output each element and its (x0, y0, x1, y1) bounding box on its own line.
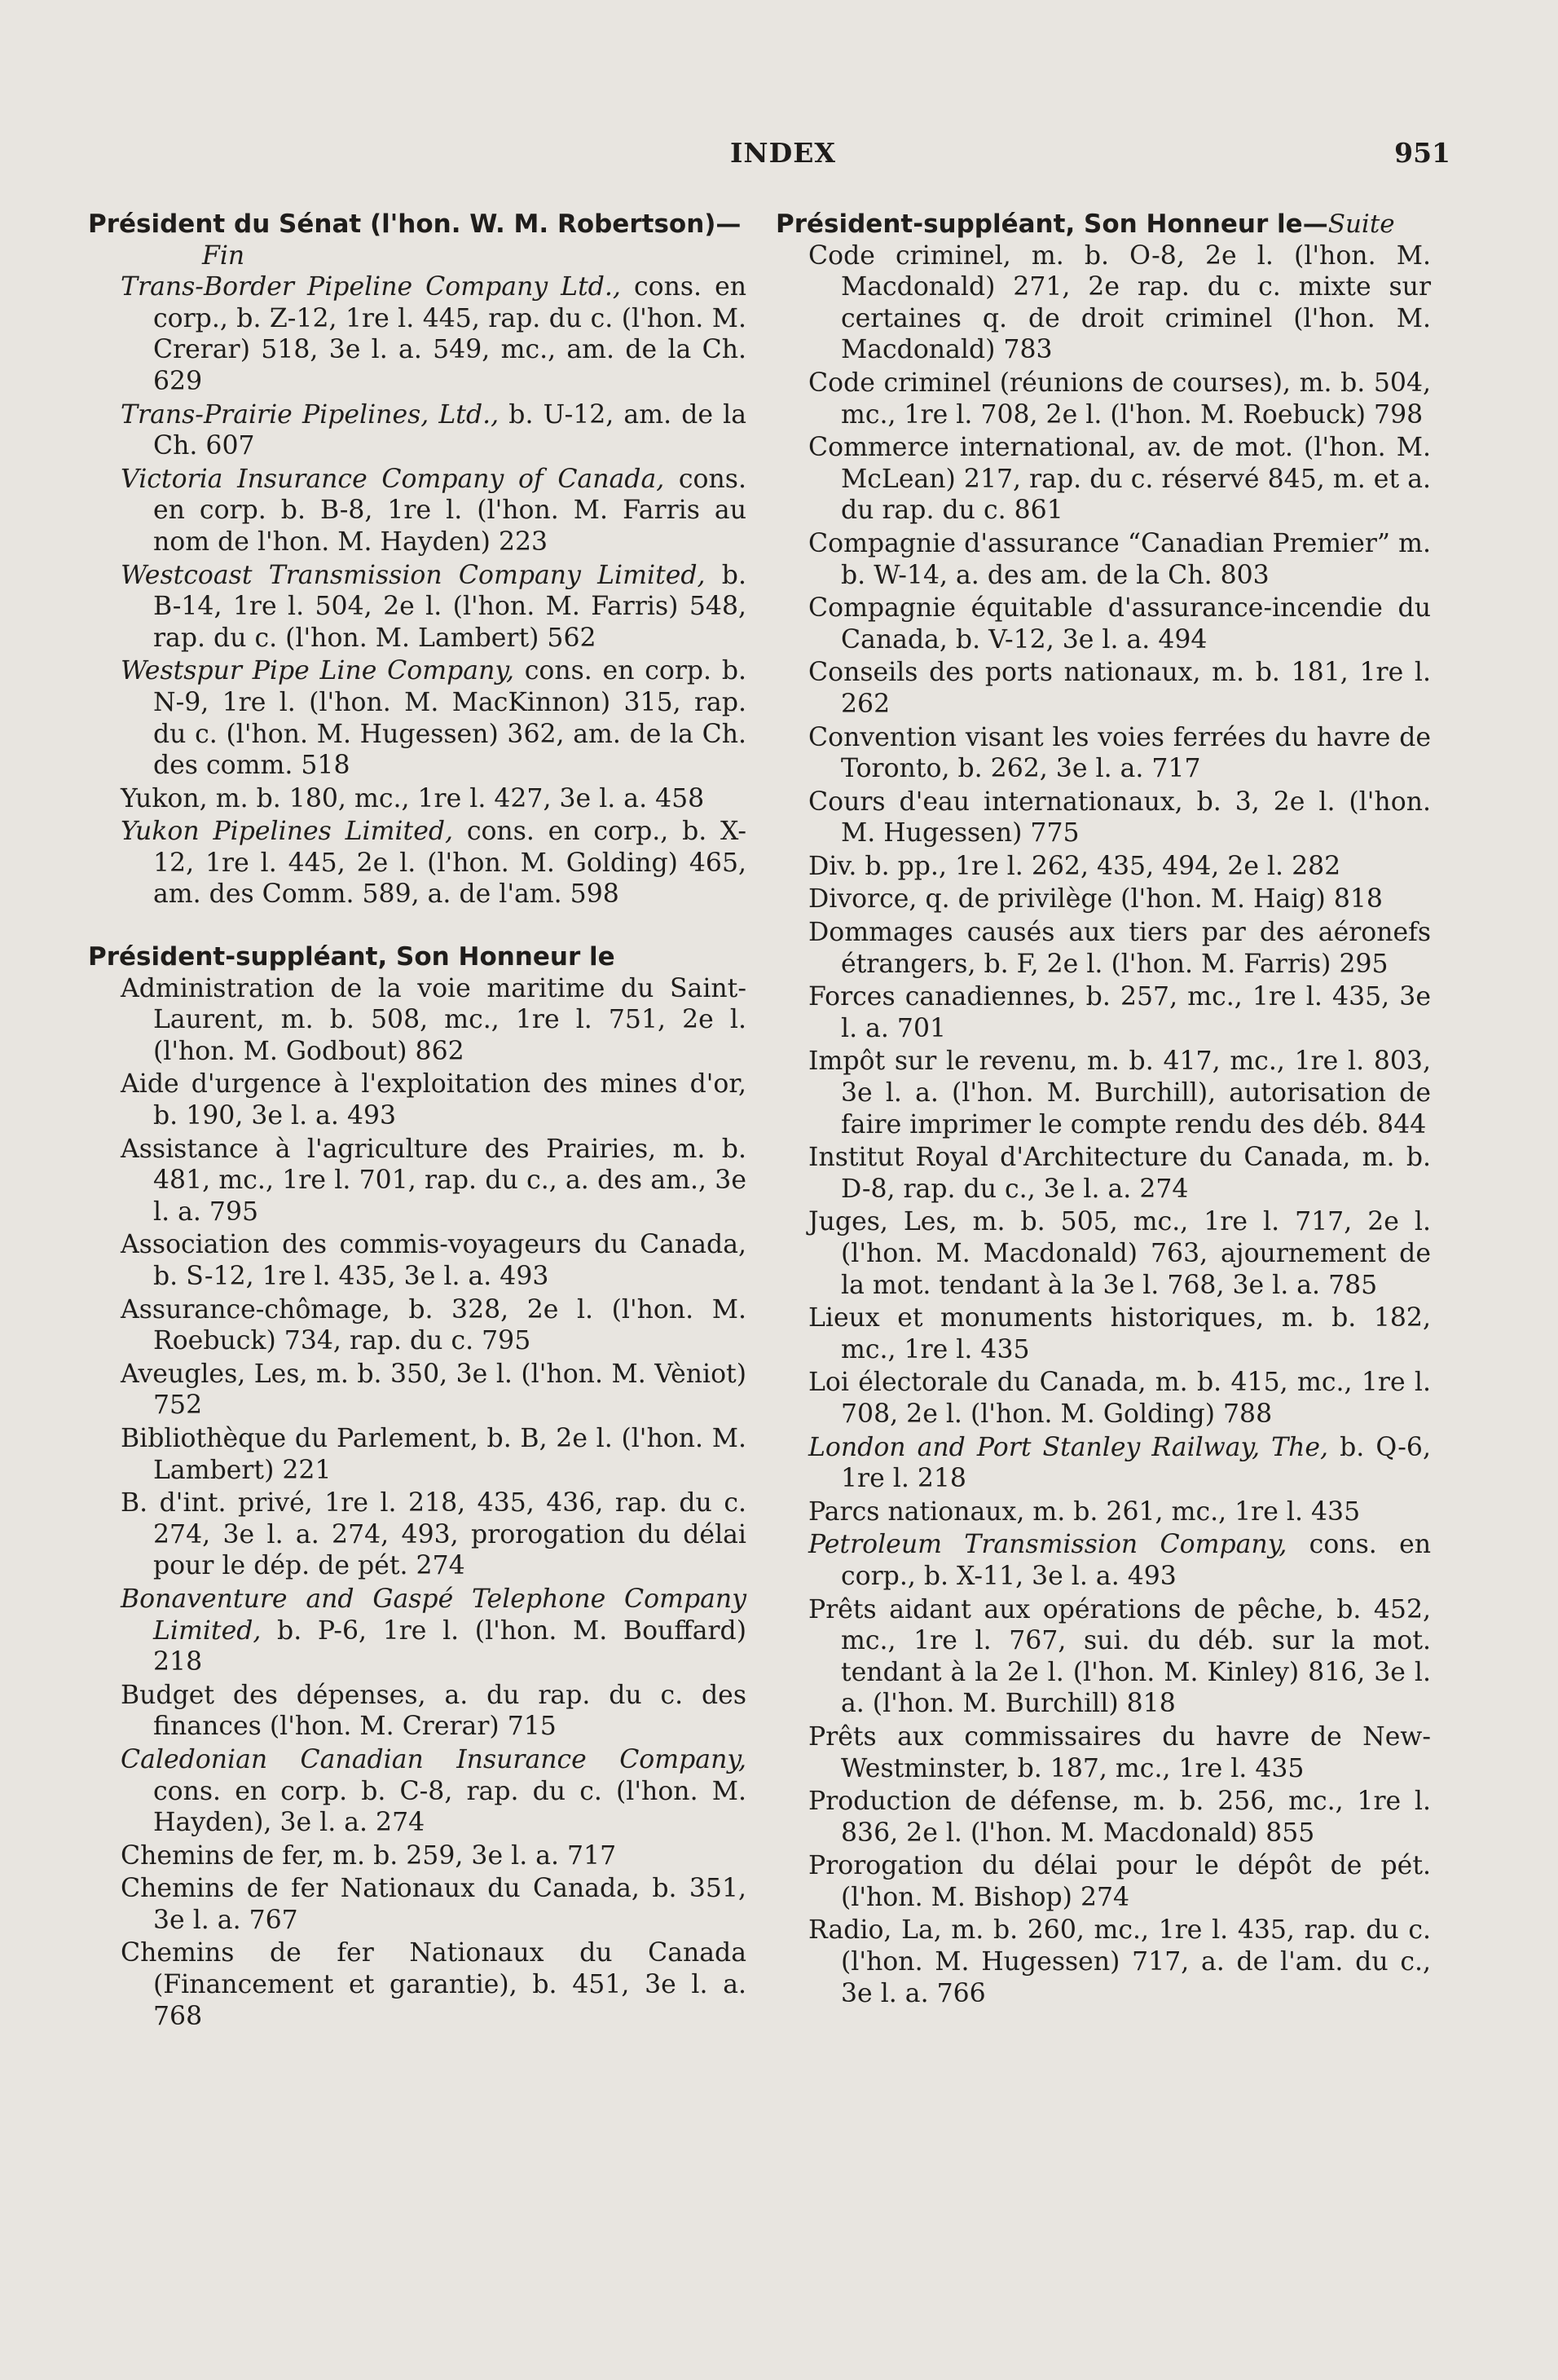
heading-continuation: Fin (202, 240, 245, 271)
entry-text: Divorce, q. de privilège (l'hon. M. Haig) 818 (808, 884, 1383, 915)
index-entry (88, 560, 746, 654)
entry-list (776, 240, 1431, 2010)
section-gap (88, 912, 746, 941)
index-entry (776, 1850, 1431, 1913)
page-number: 951 (1394, 137, 1450, 169)
entry-text: cons. en corp., b. X-12, 1re l. 445, 2e l. (l'hon. M. Golding) 465, am. des Comm. 589, a. de l'am. 598 (153, 817, 746, 910)
entry-text: Administration de la voie maritime du Saint-Laurent, m. b. 508, mc., 1re l. 751, 2e l. (l'hon. M. Godbout) 862 (121, 973, 746, 1066)
section-heading (88, 941, 746, 973)
index-entry (776, 1721, 1431, 1784)
heading-text: Président du Sénat (l'hon. W. M. Robertson)— (88, 209, 742, 239)
index-entry (88, 1488, 746, 1582)
entry-text: B. d'int. privé, 1re l. 218, 435, 436, rap. du c. 274, 3e l. a. 274, 493, prorogation du délai pour le dép. de pét. 274 (121, 1488, 746, 1581)
entry-text: Commerce international, av. de mot. (l'hon. M. McLean) 217, rap. du c. réservé 845, m. et a. du rap. du c. 861 (808, 433, 1431, 526)
entry-text: Chemins de fer Nationaux du Canada, b. 351, 3e l. a. 767 (121, 1874, 746, 1935)
right-column (776, 209, 1431, 2011)
index-entry (776, 1786, 1431, 1849)
entry-text: cons. en corp., b. Z-12, 1re l. 445, rap. du c. (l'hon. M. Crerar) 518, 3e l. a. 549, mc., am. de la Ch. 629 (153, 272, 747, 396)
running-title: INDEX (730, 137, 836, 169)
entry-title: Petroleum Transmission Company, (808, 1530, 1287, 1560)
entry-text: Aide d'urgence à l'exploitation des mines d'or, b. 190, 3e l. a. 493 (121, 1069, 746, 1131)
index-entry (776, 368, 1431, 430)
index-entry (776, 240, 1431, 366)
entry-text: Assurance-chômage, b. 328, 2e l. (l'hon. M. Roebuck) 734, rap. du c. 795 (121, 1294, 746, 1356)
index-entry (88, 1423, 746, 1486)
left-column (88, 209, 746, 2034)
entry-list (88, 973, 746, 2033)
index-entry (88, 1294, 746, 1357)
entry-text: Radio, La, m. b. 260, mc., 1re l. 435, rap. du c. (l'hon. M. Hugessen) 717, a. de l'am. du c., 3e l. a. 766 (808, 1915, 1431, 2008)
section-heading (88, 209, 746, 240)
entry-text: Code criminel (réunions de courses), m. b. 504, mc., 1re l. 708, 2e l. (l'hon. M. Roebuck) 798 (808, 368, 1431, 430)
index-entry (776, 1367, 1431, 1430)
index-entry (88, 1359, 746, 1421)
entry-text: Code criminel, m. b. O-8, 2e l. (l'hon. M. Macdonald) 271, 2e rap. du c. mixte sur certaines q. de droit criminel (l'hon. M. Macdonald) 783 (808, 240, 1431, 365)
entry-text: Loi électorale du Canada, m. b. 415, mc., 1re l. 708, 2e l. (l'hon. M. Golding) 788 (808, 1368, 1431, 1429)
heading-continuation: Suite (1327, 209, 1395, 239)
index-entry (88, 1584, 746, 1678)
index-entry (88, 464, 746, 558)
index-entry (88, 271, 746, 397)
entry-text: Chemins de fer, m. b. 259, 3e l. a. 717 (121, 1840, 617, 1871)
entry-text: Compagnie équitable d'assurance-incendie du Canada, b. V-12, 3e l. a. 494 (808, 593, 1431, 654)
index-entry (776, 1046, 1431, 1140)
index-entry (776, 1529, 1431, 1592)
entry-title: Yukon Pipelines Limited, (121, 817, 454, 847)
entry-text: Association des commis-voyageurs du Canada, b. S-12, 1re l. 435, 3e l. a. 493 (121, 1230, 746, 1291)
index-entry (88, 399, 746, 462)
index-entry (776, 722, 1431, 785)
entry-title: Trans-Border Pipeline Company Ltd., (121, 272, 621, 302)
index-entry (776, 884, 1431, 915)
entry-text: Forces canadiennes, b. 257, mc., 1re l. 435, 3e l. a. 701 (808, 982, 1431, 1043)
index-entry (776, 593, 1431, 655)
index-entry (88, 1134, 746, 1228)
entry-text: Div. b. pp., 1re l. 262, 435, 494, 2e l. 282 (808, 851, 1341, 881)
index-entry (88, 655, 746, 781)
heading-text: Président-suppléant, Son Honneur le— (776, 209, 1328, 239)
index-entry (776, 1496, 1431, 1528)
entry-text: Cours d'eau internationaux, b. 3, 2e l. (l'hon. M. Hugessen) 775 (808, 787, 1431, 848)
index-entry (776, 981, 1431, 1044)
index-entry (776, 528, 1431, 591)
entry-list (88, 271, 746, 910)
index-entry (776, 917, 1431, 980)
index-entry (88, 1744, 746, 1839)
entry-text: Compagnie d'assurance “Canadian Premier” m. b. W-14, a. des am. de la Ch. 803 (808, 528, 1431, 590)
entry-text: Convention visant les voies ferrées du havre de Toronto, b. 262, 3e l. a. 717 (808, 722, 1431, 784)
entry-text: cons. en corp. b. C-8, rap. du c. (l'hon. M. Hayden), 3e l. a. 274 (153, 1776, 746, 1838)
entry-text: b. Q-6, 1re l. 218 (841, 1432, 1431, 1494)
entry-title: Bonaventure and Gaspé Telephone Company Limited, (121, 1584, 746, 1646)
index-entry (776, 1302, 1431, 1365)
index-entry (776, 1594, 1431, 1720)
index-entry (776, 851, 1431, 883)
index-entry (776, 432, 1431, 527)
entry-title: London and Port Stanley Railway, The, (808, 1432, 1329, 1462)
entry-text: cons. en corp. b. B-8, 1re l. (l'hon. M. Farris au nom de l'hon. M. Hayden) 223 (153, 464, 746, 557)
index-entry (88, 816, 746, 910)
index-entry (88, 1937, 746, 2032)
entry-text: Impôt sur le revenu, m. b. 417, mc., 1re l. 803, 3e l. a. (l'hon. M. Burchill), autorisation de faire imprimer le compte rendu des déb. 844 (808, 1047, 1431, 1139)
section-heading (776, 209, 1431, 240)
entry-text: Lieux et monuments historiques, m. b. 182, mc., 1re l. 435 (808, 1303, 1431, 1364)
index-entry (776, 657, 1431, 720)
index-entry (88, 973, 746, 1068)
entry-text: Prêts aidant aux opérations de pêche, b. 452, mc., 1re l. 767, sui. du déb. sur la mot. tendant à la 2e l. (l'hon. M. Kinley) 816, 3e l. a. (l'hon. M. Burchill) 818 (808, 1594, 1431, 1719)
index-entry (88, 783, 746, 815)
entry-text: Institut Royal d'Architecture du Canada, m. b. D-8, rap. du c., 3e l. a. 274 (808, 1143, 1431, 1204)
heading-text: Président-suppléant, Son Honneur le (88, 942, 615, 972)
entry-text: b. B-14, 1re l. 504, 2e l. (l'hon. M. Farris) 548, rap. du c. (l'hon. M. Lambert) 562 (153, 560, 746, 653)
index-entry (776, 1915, 1431, 2009)
entry-text: Assistance à l'agriculture des Prairies, m. b. 481, mc., 1re l. 701, rap. du c., a. des am., 3e l. a. 795 (121, 1134, 746, 1227)
index-entry (776, 1432, 1431, 1495)
entry-text: Parcs nationaux, m. b. 261, mc., 1re l. 435 (808, 1496, 1361, 1527)
index-entry (88, 1680, 746, 1743)
entry-text: cons. en corp. b. N-9, 1re l. (l'hon. M. MacKinnon) 315, rap. du c. (l'hon. M. Hugessen) 362, am. de la Ch. des comm. 518 (153, 656, 746, 781)
entry-text: Budget des dépenses, a. du rap. du c. des finances (l'hon. M. Crerar) 715 (121, 1680, 746, 1742)
entry-text: Chemins de fer Nationaux du Canada (Financement et garantie), b. 451, 3e l. a. 768 (121, 1938, 746, 2031)
index-entry (88, 1840, 746, 1872)
entry-text: Dommages causés aux tiers par des aéronefs étrangers, b. F, 2e l. (l'hon. M. Farris) 295 (808, 918, 1431, 979)
entry-text: b. P-6, 1re l. (l'hon. M. Bouffard) 218 (153, 1615, 746, 1677)
entry-title: Trans-Prairie Pipelines, Ltd., (121, 399, 500, 430)
index-entry (776, 1206, 1431, 1301)
entry-text: Prorogation du délai pour le dépôt de pét. (l'hon. M. Bishop) 274 (808, 1851, 1431, 1912)
entry-title: Westspur Pipe Line Company, (121, 656, 514, 686)
entry-text: Bibliothèque du Parlement, b. B, 2e l. (l'hon. M. Lambert) 221 (121, 1423, 746, 1485)
entry-text: cons. en corp., b. X-11, 3e l. a. 493 (841, 1530, 1432, 1591)
entry-text: Conseils des ports nationaux, m. b. 181, 1re l. 262 (808, 658, 1431, 719)
index-entry (88, 1873, 746, 1936)
entry-text: Prêts aux commissaires du havre de New-Westminster, b. 187, mc., 1re l. 435 (808, 1721, 1431, 1783)
page-header (0, 137, 1558, 178)
index-entry (776, 1142, 1431, 1205)
entry-text: b. U-12, am. de la Ch. 607 (153, 399, 746, 461)
index-entry (88, 1229, 746, 1292)
index-entry (88, 1069, 746, 1131)
entry-text: Production de défense, m. b. 256, mc., 1re l. 836, 2e l. (l'hon. M. Macdonald) 855 (808, 1787, 1431, 1848)
entry-title: Westcoast Transmission Company Limited, (121, 560, 706, 590)
entry-text: Yukon, m. b. 180, mc., 1re l. 427, 3e l. a. 458 (121, 783, 705, 813)
entry-title: Caledonian Canadian Insurance Company, (121, 1744, 746, 1774)
index-entry (776, 787, 1431, 849)
entry-text: Juges, Les, m. b. 505, mc., 1re l. 717, 2e l. (l'hon. M. Macdonald) 763, ajournement de la mot. tendant à la 3e l. 768, 3e l. a. 785 (808, 1207, 1431, 1300)
entry-text: Aveugles, Les, m. b. 350, 3e l. (l'hon. M. Vèniot) 752 (121, 1359, 746, 1421)
entry-title: Victoria Insurance Company of Canada, (121, 464, 665, 494)
